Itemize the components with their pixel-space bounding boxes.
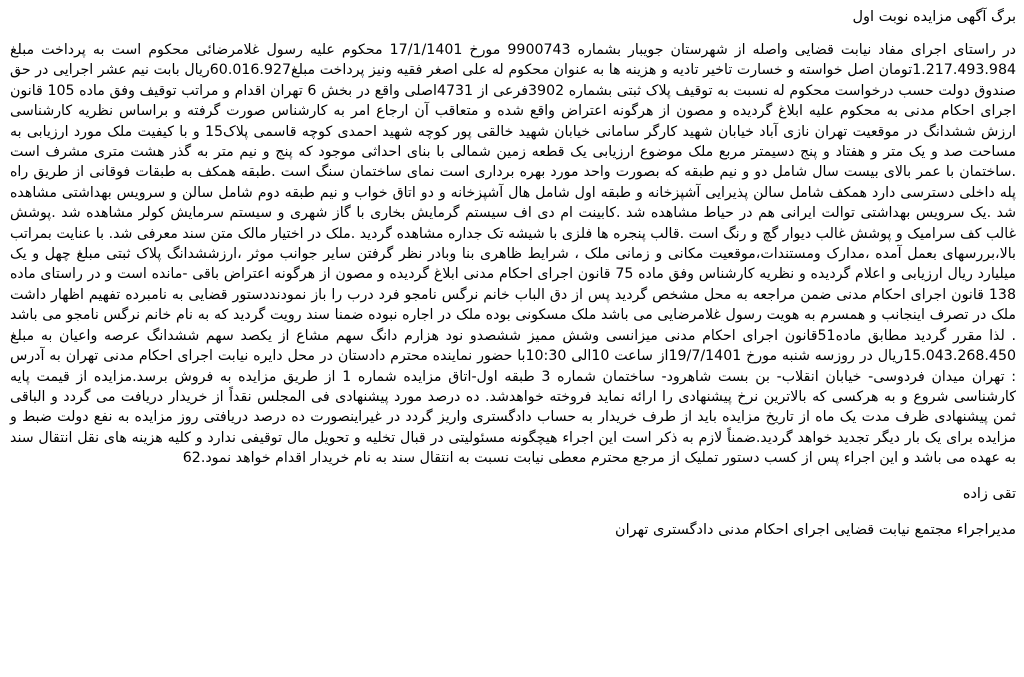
notice-title: برگ آگهی مزایده نوبت اول — [852, 9, 1016, 25]
issuing-office: مدیراجراء مجتمع نیابت قضایی اجرای احکام مدنی دادگستری تهران — [614, 521, 1016, 538]
signer-name: تقی زاده — [962, 485, 1016, 502]
notice-body: در راستای اجرای مفاد نیابت قضایی واصله از شهرستان جویبار بشماره 9900743 مورخ 17/1/1401 محکوم علیه رسول غلامرضائی محکوم است به پرداخت مبلغ 1.217.493.984تومان اصل خواسته و خسارت تاخیر تادیه و هزینه ها به عنوان محکوم له علی اصغر فقیه ونیز پرداخت مبلغ60.016.927ریال بابت نیم عشر اجرایی در حق صندوق دولت حسب درخواست محکوم له نسبت به توقیف پلاک ثبتی بشماره 3902فرعی از 4731اصلی واقع در بخش 6 تهران اقدام و مراتب توقیف وفق ماده 105 قانون اجرای احکام مدنی به محکوم علیه ابلاغ گردیده و مصون از هرگونه اعتراض واقع شده و متعاقب آن ارجاع امر به کارشناس صورت گرفته و براساس نظریه کارشناسی ارزش ششدانگ در موقعیت تهران نازی آباد خیابان شهید کارگر سامانی خیابان شهید خالقی پور کوچه شهید احمدی کوچه قاسمی پلاک15 و با کیفیت ملک مورد ارزیابی به مساحت صد و یک متر و هفتاد و پنج دسیمتر مربع ملک موضوع ارزیابی یک قطعه زمین شمالی با بنای احداثی موجود که پنج و نیم متر به گذر هشت متری مشرف است .ساختمان با عمر بالای بیست سال شامل دو و نیم طبقه که بصورت واحد مورد بهره برداری است نمای ساختمان سنگ است .طبقه همکف به طبقات فوقانی از طریق راه پله داخلی دسترسی دارد همکف شامل سالن پذیرایی آشپزخانه و طبقه اول شامل هال آشپزخانه و دو اتاق خواب و نیم طبقه دوم شامل سالن و سرویس بهداشتی مشاهده شد .یک سرویس بهداشتی توالت ایرانی هم در حیاط مشاهده شد .کابینت ام دی اف سیستم گرمایش بخاری با گاز شهری و سیستم سرمایش کولر مشاهده شد .پوشش غالب کف سرامیک و پوشش غالب دیوار گچ و رنگ است .قالب پنجره ها فلزی با شیشه تک جداره مشاهده گردید .ملک در اختیار مالک متن سند معرفی شد. با عنایت بمراتب بالا،بررسهای بعمل آمده ،مدارک ومستندات،موقعیت مکانی و زمانی ملک ، شرایط ظاهری بنا وبادر نظر گرفتن سایر جوانب موثر ،ارزششدانگ پلاک ثبتی مبلغ چهل و یک میلیارد ریال ارزیابی و اعلام گردیده و نظریه کارشناس وفق ماده 75 قانون اجرای احکام مدنی ابلاغ گردیده و مصون از هرگونه اعتراض باقی -مانده است و در راستای ماده 138 قانون اجرای احکام مدنی ضمن مراجعه به محل مشخص گردید پس از دق الباب خانم نرگس نامجو فرد درب را باز نمودنددستور قضایی به نامبرده تفهیم اظهار داشت ملک در تصرف اینجانب و همسرم به هویت رسول غلامرضایی می باشد ملک مسکونی بوده ملک در اجاره نبوده ضمنا سند رویت گردید که به نام خانم نرگس نامجو می باشد . لذا مقرر گردید مطابق ماده51قانون اجرای احکام مدنی میزانسی وشش ممیز ششصدو نود هزارم دانگ سهم مشاع از یکصد سهم ششدانگ عرصه واعیان به مبلغ 15.043.268.450ریال در روزسه شنبه مورخ 19/7/1401از ساعت 10الی 10:30با حضور نماینده محترم دادستان در محل دایره نیابت اجرای احکام مدنی تهران به آدرس : تهران میدان فردوسی- خیابان انقلاب- بن بست شاهرود- ساختمان شماره 3 طبقه اول-اتاق مزایده شماره 1 از طریق مزایده به فروش برسد.مزایده از قیمت پایه کارشناسی شروع و به هرکسی که بالاترین نرخ پیشنهادی را ارائه نماید فروخته خواهدشد. ده درصد مورد پیشنهادی فی المجلس نقداً از خریدار دریافت می گردد و الباقی ثمن پیشنهادی ظرف مدت یک ماه از تاریخ مزایده باید از طرف خریدار به حساب دادگستری واریز گردد در غیراینصورت ده درصد دریافتی روز مزایده به نفع دولت ضبط و مزایده برای یک بار دیگر تجدید خواهد گردید.ضمناً لازم به ذکر است این اجراء هیچگونه مسئولیتی در قبال تخلیه و تحویل مال توقیفی ندارد و کلیه هزینه های نقل انتقال سند به عهده می باشد و این اجراء پس از کسب دستور تملیک از مرجع محترم معطی نیابت نسبت به انتقال سند به نام خریدار اقدام خواهد نمود.62 — [10, 42, 1017, 467]
